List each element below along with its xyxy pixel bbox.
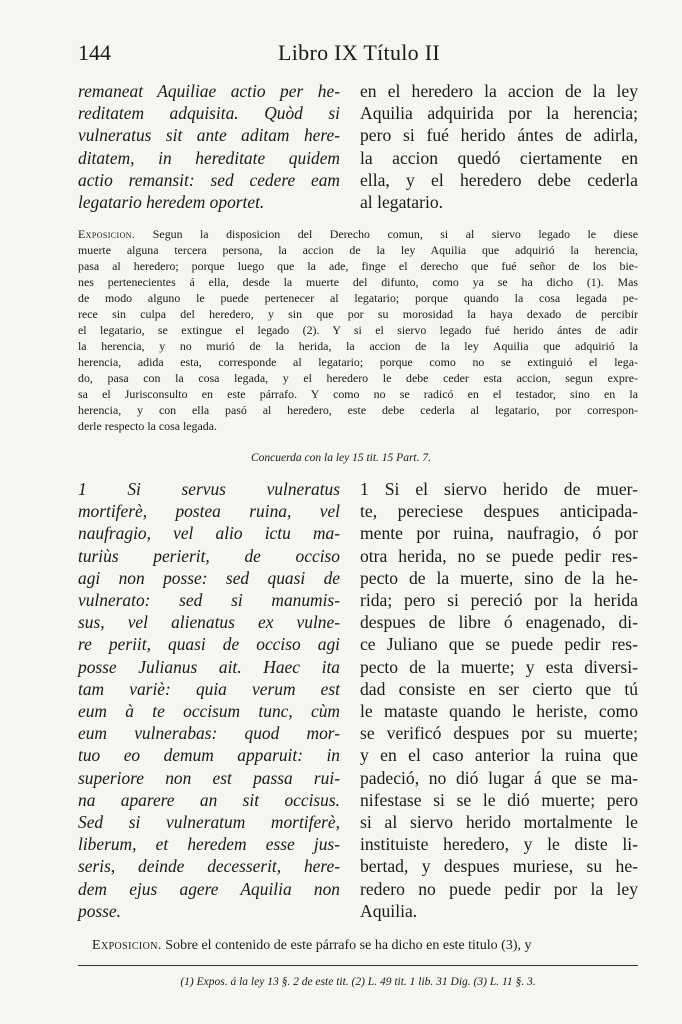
spanish-line: mente por ruina, naufragio, ó por (360, 523, 638, 544)
latin-line: naufragio, vel alio ictu ma- (78, 523, 340, 544)
spanish-line: nifestase si se le dió muerte; pero (360, 789, 638, 810)
spanish-line: Aquilia adquirida por la herencia; (360, 103, 638, 124)
spanish-line: ella, y el heredero debe cederla (360, 169, 638, 190)
latin-line: eum vulnerabas: quod mor- (78, 723, 340, 744)
spanish-line: y en el caso anterior la ruina que (360, 745, 638, 766)
spanish-line: bertad, y despues muriese, su he- (360, 856, 638, 877)
running-title: Libro IX Título II (278, 40, 441, 65)
spanish-line: instituiste heredero, y le diste li- (360, 834, 638, 855)
exposicion-line: la herencia, y no murió de la herida, la accion de la ley Aquilia que adquirió la (78, 339, 638, 353)
exposicion-line: herencia, y con ella pasó al heredero, este debe cederla al legatario, por correspon- (78, 403, 638, 417)
spanish-column-section-1 (360, 478, 638, 922)
bottom-exposicion (92, 938, 640, 954)
exposicion-line: herencia, adida esta, corresponde al legatario; porque como no se extinguió el lega- (78, 355, 638, 369)
latin-line: reditatem adquisita. Quòd si (78, 103, 340, 124)
exposicion-label: Exposicion. (78, 227, 136, 241)
exposicion-line: el legatario, se extingue el legado (2). Y si el siervo legado fué herido ántes de adir (78, 323, 638, 337)
exposicion-commentary (78, 226, 638, 434)
exposicion-line: muerte alguna tercera persona, la accion de la ley Aquilia que adquirió la herencia, (78, 243, 638, 257)
latin-line: agi non posse: sed quasi de (78, 567, 340, 588)
spanish-line: otra herida, no se puede pedir res- (360, 545, 638, 566)
spanish-line: se verificó despues por su muerte; (360, 723, 638, 744)
latin-line: seris, deinde decesserit, here- (78, 856, 340, 877)
spanish-line: al legatario. (360, 192, 444, 213)
latin-line: actio remansit: sed cedere eam (78, 169, 340, 190)
latin-line: re periit, quasi de occiso agi (78, 634, 340, 655)
latin-line: liberum, et heredem esse jus- (78, 834, 340, 855)
latin-column-top (78, 80, 340, 213)
spanish-line: en el heredero la accion de la ley (360, 81, 638, 101)
latin-line: tam variè: quia verum est (78, 678, 340, 699)
spanish-line: 1 Si el siervo herido de muer- (360, 479, 638, 499)
spanish-line: rida; pero si pereció por la herida (360, 590, 638, 611)
latin-line: Sed si vulneratum mortiferè, (78, 812, 340, 833)
exposicion-line: rece sin culpa del heredero, y sin que por su morosidad la haya dexado de percibir (78, 307, 638, 321)
latin-line: vulnerato: sed si manumis- (78, 590, 340, 611)
latin-line: sus, vel alienatus ex vulne- (78, 612, 340, 633)
spanish-line: ce Juliano que se puede pedir res- (360, 634, 638, 655)
spanish-line: te, pereciese despues anticipada- (360, 501, 638, 522)
latin-line: posse. (78, 900, 121, 921)
exposicion-line: nes pertenecientes á ella, desde la muerte del difunto, como ya se ha dicho (1). Mas (78, 275, 638, 289)
exposicion-line: sa el Jurisconsulto en este párrafo. Y como no se radicó en el testador, sino en la (78, 387, 638, 401)
spanish-line: dad consiste en ser cierto que tú (360, 678, 638, 699)
spanish-line: la accion quedó ciertamente en (360, 147, 638, 168)
exposicion-line (78, 226, 638, 242)
latin-line: remaneat Aquiliae actio per he- (78, 81, 340, 101)
spanish-line: redero no puede pedir por la ley (360, 878, 638, 899)
spanish-column-top (360, 80, 638, 213)
exposicion-line: pasa al heredero; porque luego que la ade, finge el derecho que fué señor de los bie- (78, 259, 638, 273)
bottom-exposicion-text: Sobre el contenido de este párrafo se ha dicho en este titulo (3), y (165, 938, 532, 953)
footnotes: (1) Expos. á la ley 13 §. 2 de este tit. (2) L. 49 tit. 1 lib. 31 Dig. (3) L. 11 §. 3. (180, 976, 536, 988)
latin-line: tuo eo demum apparuit: in (78, 745, 340, 766)
spanish-line: si al siervo herido mortalmente le (360, 812, 638, 833)
latin-line: eum à te occisum tunc, cùm (78, 701, 340, 722)
exposicion-line: do, pasa con la cosa legada, y el heredero le debe ceder esta accion, segun expre- (78, 371, 638, 385)
spanish-line: padeció, no dió lugar á que se ma- (360, 767, 638, 788)
page-header (78, 40, 638, 70)
spanish-line: pecto de la muerte, sino de la he- (360, 567, 638, 588)
latin-line: ditatem, in hereditate quidem (78, 147, 340, 168)
spanish-line: pecto de la muerte; y esta diversi- (360, 656, 638, 677)
exposicion-text: Segun la disposicion del Derecho comun, si al siervo legado le diese (152, 227, 638, 241)
latin-line: na aparere an sit occisus. (78, 789, 340, 810)
bottom-exposicion-label: Exposicion. (92, 938, 162, 953)
concordance-note: Concuerda con la ley 15 tit. 15 Part. 7. (250, 452, 432, 464)
spanish-line: Aquilia. (360, 900, 418, 921)
latin-line: posse Julianus ait. Haec ita (78, 656, 340, 677)
exposicion-line: de modo alguno le puede pertenecer al legatario; porque quando la cosa legada pe- (78, 291, 638, 305)
spanish-line: le mataste quando le heriste, como (360, 701, 638, 722)
latin-line: legatario heredem oportet. (78, 192, 265, 213)
footnote-rule (78, 965, 638, 966)
latin-line: superiore non est passa rui- (78, 767, 340, 788)
latin-line: vulneratus sit ante aditam here- (78, 125, 340, 146)
latin-line: turiùs perierit, de occiso (78, 545, 340, 566)
page-number: 144 (78, 40, 111, 65)
latin-line: dem ejus agere Aquilia non (78, 878, 340, 899)
latin-column-section-1 (78, 478, 340, 922)
latin-line: mortiferè, postea ruina, vel (78, 501, 340, 522)
latin-line: 1 Si servus vulneratus (78, 479, 340, 499)
spanish-line: pero si fué herido ántes de adirla, (360, 125, 638, 146)
exposicion-line: derle respecto la cosa legada. (78, 419, 217, 433)
spanish-line: despues de libre ó enagenado, di- (360, 612, 638, 633)
